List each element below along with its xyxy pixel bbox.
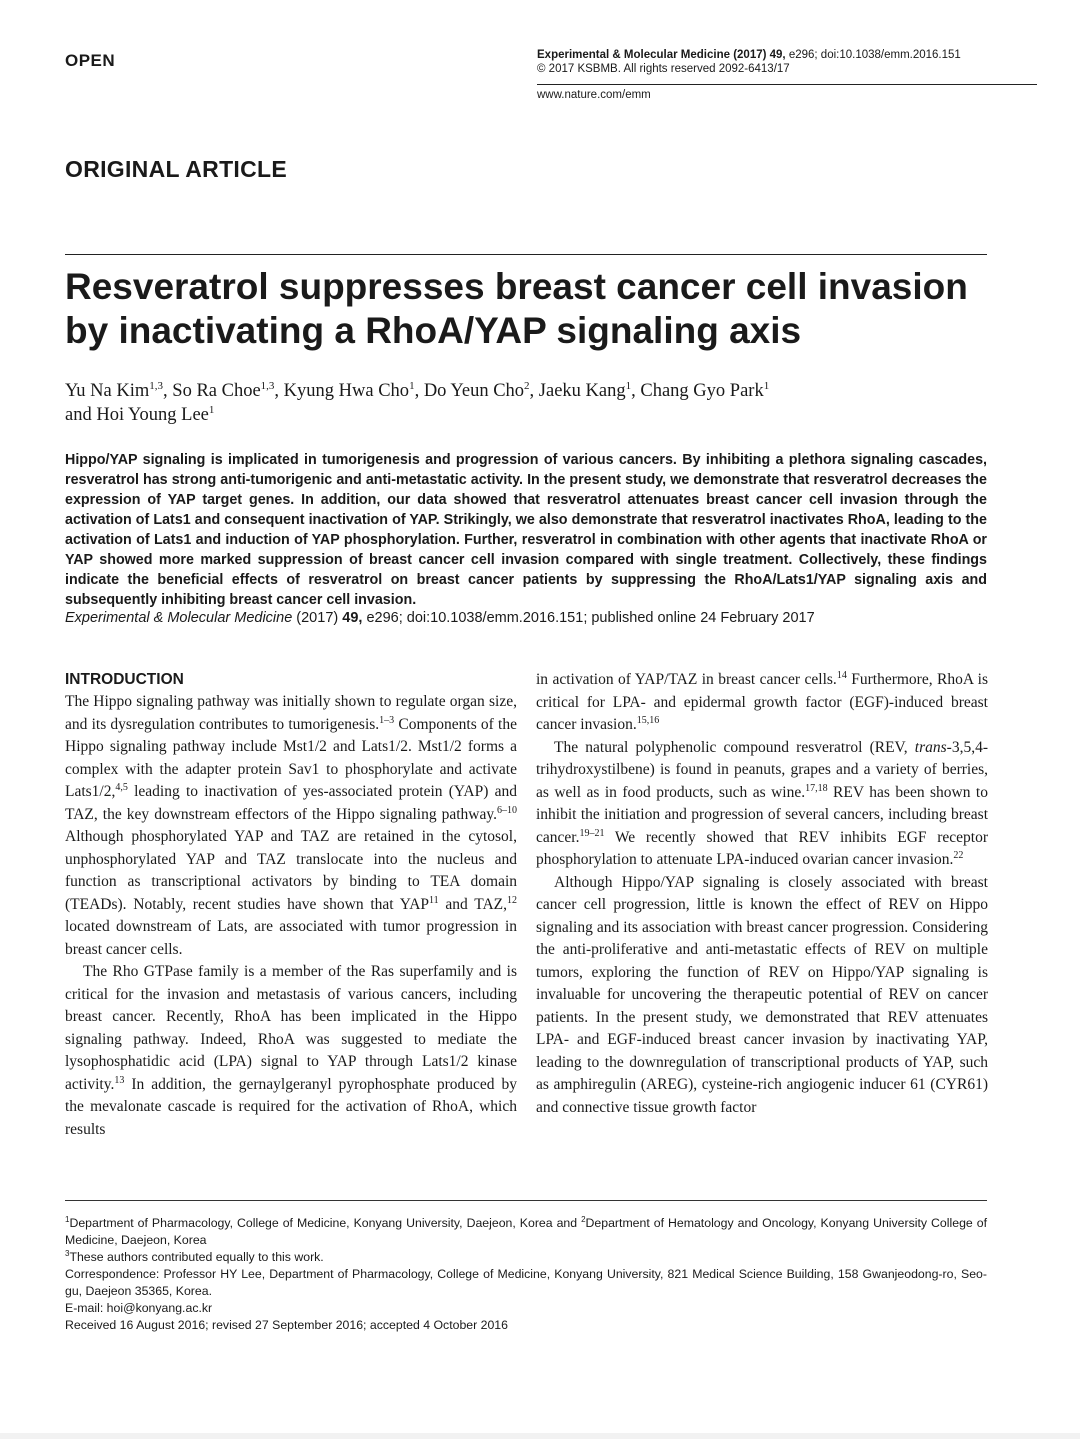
- paragraph-text: Components of the Hippo signaling pathway include Mst1/2 and Lats1/2. Mst1/2 forms a complex with the adapter protein Sav1 to phosphorylate and activate Lats1/2,: [65, 715, 517, 800]
- correspondence: Correspondence: Professor HY Lee, Department of Pharmacology, College of Medicine, Konyang University, 821 Medical Science Building, 158 Gwanjeodong-ro, Seo-gu, Daejeon 35365, Korea.: [65, 1267, 987, 1298]
- reference-citation: 17,18: [805, 782, 828, 794]
- reference-citation: 14: [836, 670, 847, 681]
- paragraph-text: leading to inactivation of yes-associated protein (YAP) and TAZ, the key downstream effectors of the Hippo signaling pathway.: [65, 783, 517, 823]
- paragraph-text: in activation of YAP/TAZ in breast cancer cells.: [536, 671, 837, 688]
- paragraph-text: We recently showed that REV inhibits EGF receptor phosphorylation to attenuate LPA-induced ovarian cancer invasion.: [536, 828, 988, 868]
- paragraph-text: The Rho GTPase family is a member of the Ras superfamily and is critical for the invasion and metastasis of various cancers, including breast cancer. Recently, RhoA has been implicated in the Hippo signaling pathway. Indeed, RhoA was suggested to mediate the lysophosphatidic acid (LPA) signal to YAP through Lats1/2 kinase activity.: [65, 963, 517, 1093]
- author-list: Yu Na Kim$^{1,3}$, So Ra Choe$^{1,3}$, Kyung Hwa Cho$^1$, Do Yeun Cho$^2$, Jaeku Kang$^1$, Chang Gyo Park$^1$ and Hoi Young Lee$^1$: [65, 380, 770, 425]
- affiliation-marker-3: 3: [65, 1249, 70, 1258]
- journal-doi: e296; doi:10.1038/emm.2016.151: [785, 49, 961, 61]
- author-affiliation: 1: [625, 380, 632, 392]
- dates-received: Received 16 August 2016; revised 27 September 2016; accepted 4 October 2016: [65, 1318, 508, 1332]
- journal-copyright: © 2017 KSBMB. All rights reserved 2092-6413/17: [537, 63, 790, 75]
- section-heading-introduction: INTRODUCTION: [65, 671, 184, 688]
- author-affiliation: 1: [763, 380, 770, 392]
- author-name: Kyung Hwa Cho: [283, 381, 410, 401]
- article-title: [65, 265, 985, 353]
- reference-citation: 1–3: [379, 714, 395, 726]
- citation-volume: 49,: [342, 610, 363, 626]
- paragraph-text: The Hippo signaling pathway was initially shown to regulate organ size, and its dysregulation contributes to tumorigenesis.: [65, 693, 517, 733]
- journal-citation-line: [537, 48, 977, 62]
- reference-citation: 22: [953, 850, 964, 861]
- author-name: Yu Na Kim: [65, 381, 150, 401]
- body-paragraph: [536, 737, 988, 872]
- author-name: Do Yeun Cho: [423, 381, 525, 401]
- body-column-right: [536, 669, 988, 1119]
- reference-citation: 13: [114, 1074, 125, 1086]
- paragraph-text: REV has been shown to inhibit the initiation and progression of several cancers, including breast cancer.: [536, 783, 988, 846]
- affiliation-marker-1: 1: [65, 1215, 70, 1224]
- paragraph-text: Although Hippo/YAP signaling is closely associated with breast cancer cell progression, little is known the effect of REV on Hippo signaling and its association with breast cancer progression. Considering the anti-proliferative and anti-metastatic effects of REV on multiple tumors, exploring the function of REV on Hippo/YAP signaling is invaluable for uncovering the therapeutic potential of REV on cancer patients. In the present study, we demonstrated that REV attenuates LPA- and EGF-induced breast cancer invasion by inactivating YAP, leading to the downregulation of transcriptional products of YAP, such as amphiregulin (AREG), cysteine-rich angiogenic inducer 61 (CYR61) and connective tissue growth factor: [536, 873, 988, 1116]
- reference-citation: 4,5: [115, 782, 128, 793]
- article-type: ORIGINAL ARTICLE: [65, 156, 288, 182]
- author-name: Chang Gyo Park: [640, 381, 764, 401]
- citation-year: (2017): [292, 610, 343, 626]
- author-affiliation: 1,3: [260, 380, 275, 392]
- paragraph-text: and TAZ,: [438, 895, 507, 913]
- title-rule: [65, 254, 987, 255]
- reference-citation: 11: [429, 894, 439, 906]
- body-column-left: [65, 669, 517, 1141]
- author-name: So Ra Choe: [172, 381, 261, 401]
- equal-contribution-text: These authors contributed equally to this work.: [69, 1250, 324, 1264]
- affiliations: [65, 1215, 987, 1249]
- journal-header: [537, 48, 977, 76]
- reference-citation: 19–21: [579, 827, 605, 839]
- affiliation-1: Department of Pharmacology, College of Medicine, Konyang University, Daejeon, Korea and: [69, 1216, 582, 1230]
- title-line-1: Resveratrol suppresses breast cancer cell invasion: [65, 266, 968, 307]
- open-access-label: OPEN: [65, 51, 116, 70]
- paragraph-text: -3,5,4-trihydroxystilbene) is found in peanuts, grapes and a variety of berries, as well as in food products, such as wine.: [536, 738, 988, 801]
- affiliation-marker-2: 2: [581, 1215, 586, 1224]
- journal-name-volume: Experimental & Molecular Medicine (2017) 49,: [537, 49, 786, 61]
- paragraph-text: The natural polyphenolic compound resveratrol (REV,: [554, 738, 915, 756]
- body-paragraph: [536, 872, 988, 1120]
- journal-website-link[interactable]: www.nature.com/emm: [537, 89, 651, 101]
- reference-citation: 12: [506, 894, 517, 906]
- body-paragraph: [65, 691, 517, 961]
- paragraph-text: Although phosphorylated YAP and TAZ are retained in the cytosol, unphosphorylated YAP and TAZ translocate into the nucleus and function as transcriptional activators by binding to TEA domain (TEADs). Notably, recent studies have shown that YAP: [65, 828, 517, 913]
- abstract: Hippo/YAP signaling is implicated in tumorigenesis and progression of various cancers. By inhibiting a plethora signaling cascades, resveratrol has strong anti-tumorigenic and anti-metastatic activity. In the present study, we demonstrate that resveratrol decreases the expression of YAP target genes. In addition, our data showed that resveratrol attenuates breast cancer cell invasion through the activation of Lats1 and consequent inactivation of YAP. Strikingly, we also demonstrate that resveratrol inactivates RhoA, leading to the activation of Lats1 and induction of YAP phosphorylation. Further, resveratrol in combination with other agents that inactivate RhoA or YAP showed more marked suppression of breast cancer cell invasion compared with single treatment. Collectively, these findings indicate the beneficial effects of resveratrol on breast cancer patients by suppressing the RhoA/Lats1/YAP signaling axis and subsequently inhibiting breast cancer cell invasion.: [65, 452, 987, 608]
- affiliation-2: Department of Hematology and Oncology, Konyang University College of Medicine, Daejeon, Korea: [65, 1216, 987, 1247]
- author-affiliation: 1: [208, 404, 215, 416]
- body-paragraph: [536, 669, 988, 737]
- header-rule: [537, 84, 1037, 85]
- page-edge: [0, 1433, 1080, 1439]
- author-name: and Hoi Young Lee: [65, 405, 209, 425]
- author-affiliation: 1: [409, 380, 415, 392]
- reference-citation: 6–10: [497, 804, 517, 816]
- title-line-2: by inactivating a RhoA/YAP signaling axis: [65, 310, 802, 351]
- paragraph-text: Furthermore, RhoA is critical for LPA- and epidermal growth factor (EGF)-induced breast cancer invasion.: [536, 671, 988, 733]
- author-affiliation: 1,3: [149, 380, 164, 392]
- italic-text: trans: [914, 738, 947, 756]
- footnote-rule: [65, 1200, 987, 1201]
- reference-citation: 15,16: [636, 715, 660, 726]
- paragraph-text: located downstream of Lats, are associated with tumor progression in breast cancer cells.: [65, 918, 517, 958]
- equal-contribution-note: [65, 1249, 987, 1266]
- citation-rest: e296; doi:10.1038/emm.2016.151; published online 24 February 2017: [362, 610, 815, 626]
- article-citation: [65, 608, 987, 628]
- author-affiliation: 2: [524, 380, 530, 392]
- citation-journal: Experimental & Molecular Medicine: [65, 610, 293, 626]
- paragraph-text: In addition, the gernaylgeranyl pyrophosphate produced by the mevalonate cascade is required for the activation of RhoA, which results: [65, 1075, 517, 1138]
- author-name: Jaeku Kang: [538, 381, 626, 401]
- body-paragraph: [65, 961, 517, 1141]
- footnotes: [65, 1215, 987, 1334]
- email[interactable]: E-mail: hoi@konyang.ac.kr: [65, 1301, 213, 1315]
